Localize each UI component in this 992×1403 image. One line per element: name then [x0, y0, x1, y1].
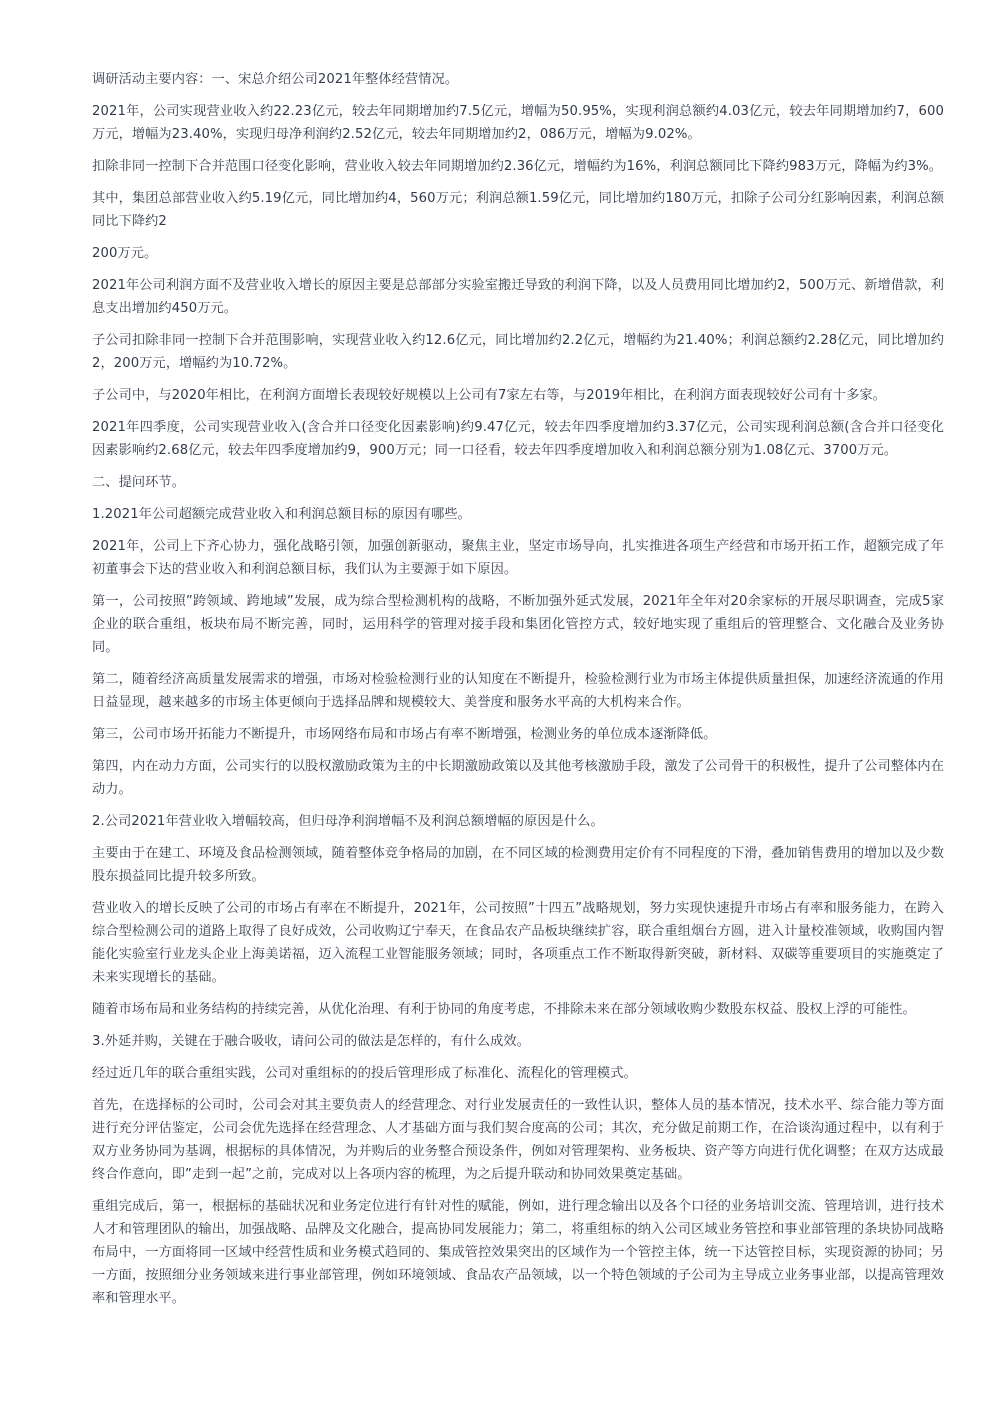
answer-3-after: 重组完成后，第一，根据标的基础状况和业务定位进行有针对性的赋能，例如，进行理念输出以及各个口径的业务培训交流、管理培训，进行技术人才和管理团队的输出，加强战略、品牌及文化融合，提高协同发展能力；第二，将重组标的纳入公司区域业务管控和事业部管理的条块协同战略布局中，一方面将同一区域中经营性质和业务模式趋同的、集成管控效果突出的区域作为一个管控主体，统一下达管控目标，实现资源的协同；另一方面，按照细分业务领域来进行事业部管理，例如环境领域、食品农产品领域，以一个特色领域的子公司为主导成立业务事业部，以提高管理效率和管理水平。	[92, 1199, 944, 1306]
paragraph-q4: 2021年四季度，公司实现营业收入(含合并口径变化因素影响)约9.47亿元，较去年四季度增加约3.37亿元，公司实现利润总额(含合并口径变化因素影响约2.68亿元，较去年四季度增加约9，900万元；同一口径看，较去年四季度增加收入和利润总额分别为1.08亿元、3700万元。	[92, 420, 944, 458]
question-2: 2.公司2021年营业收入增幅较高，但归母净利润增幅不及利润总额增幅的原因是什么。	[92, 814, 604, 829]
paragraph-intro: 调研活动主要内容：一、宋总介绍公司2021年整体经营情况。	[92, 72, 459, 87]
paragraph-excluding-consolidation: 扣除非同一控制下合并范围口径变化影响，营业收入较去年同期增加约2.36亿元，增幅约为16%，利润总额同比下降约983万元，降幅为约3%。	[92, 159, 943, 174]
answer-1-second: 第二，随着经济高质量发展需求的增强，市场对检验检测行业的认知度在不断提升，检验检测行业为市场主体提供质量担保，加速经济流通的作用日益显现，越来越多的市场主体更倾向于选择品牌和规模较大、美誉度和服务水平高的大机构来合作。	[92, 672, 944, 710]
paragraph-group-hq: 其中，集团总部营业收入约5.19亿元，同比增加约4，560万元；利润总额1.59亿元，同比增加约180万元，扣除子公司分红影响因素，利润总额同比下降约2	[92, 191, 944, 229]
answer-2-outlook: 随着市场布局和业务结构的持续完善，从优化治理、有利于协同的角度考虑，不排除未来在部分领域收购少数股东权益、股权上浮的可能性。	[92, 1002, 916, 1017]
section-heading-qa: 二、提问环节。	[92, 475, 186, 490]
answer-3-before: 首先，在选择标的公司时，公司会对其主要负责人的经营理念、对行业发展责任的一致性认识，整体人员的基本情况，技术水平、综合能力等方面进行充分评估鉴定，公司会优先选择在经营理念、人才基础方面与我们契合度高的公司；其次，充分做足前期工作，在洽谈沟通过程中，以有利于双方业务协同为基调，根据标的具体情况，为并购后的业务整合预设条件，例如对管理架构、业务板块、资产等方向进行优化调整；在双方达成最终合作意向，即”走到一起”之前，完成对以上各项内容的梳理，为之后提升联动和协同效果奠定基础。	[92, 1098, 944, 1182]
answer-2-main: 主要由于在建工、环境及食品检测领域，随着整体竞争格局的加剧，在不同区域的检测费用定价有不同程度的下滑，叠加销售费用的增加以及少数股东损益同比提升较多所致。	[92, 846, 944, 884]
question-1: 1.2021年公司超额完成营业收入和利润总额目标的原因有哪些。	[92, 507, 471, 522]
answer-1-first: 第一，公司按照”跨领域、跨地域”发展，成为综合型检测机构的战略，不断加强外延式发展，2021年全年对20余家标的开展尽职调查，完成5家企业的联合重组，板块布局不断完善，同时，运用科学的管理对接手段和集团化管控方式，较好地实现了重组后的管理整合、文化融合及业务协同。	[92, 594, 944, 655]
answer-1-third: 第三，公司市场开拓能力不断提升，市场网络布局和市场占有率不断增强，检测业务的单位成本逐渐降低。	[92, 727, 717, 742]
paragraph-2021-results: 2021年，公司实现营业收入约22.23亿元，较去年同期增加约7.5亿元，增幅为50.95%，实现利润总额约4.03亿元，较去年同期增加约7，600万元，增幅为23.40%，实现归母净利润约2.52亿元，较去年同期增加约2，086万元，增幅为9.02%。	[92, 104, 944, 142]
paragraph-subsidiaries-comparison: 子公司中，与2020年相比，在利润方面增长表现较好规模以上公司有7家左右等，与2019年相比，在利润方面表现较好公司有十多家。	[92, 388, 886, 403]
answer-3-intro: 经过近几年的联合重组实践，公司对重组标的的投后管理形成了标准化、流程化的管理模式。	[92, 1066, 637, 1081]
paragraph-profit-reason: 2021年公司利润方面不及营业收入增长的原因主要是总部部分实验室搬迁导致的利润下降，以及人员费用同比增加约2，500万元、新增借款，利息支出增加约450万元。	[92, 278, 944, 316]
document-body	[92, 68, 944, 1319]
answer-1-fourth: 第四，内在动力方面，公司实行的以股权激励政策为主的中长期激励政策以及其他考核激励手段，激发了公司骨干的积极性，提升了公司整体内在动力。	[92, 759, 944, 797]
paragraph-group-hq-continued: 200万元。	[92, 246, 158, 261]
answer-1-intro: 2021年，公司上下齐心协力，强化战略引领，加强创新驱动，聚焦主业，坚定市场导向，扎实推进各项生产经营和市场开拓工作，超额完成了年初董事会下达的营业收入和利润总额目标，我们认为主要源于如下原因。	[92, 539, 944, 577]
answer-2-growth: 营业收入的增长反映了公司的市场占有率在不断提升，2021年，公司按照”十四五”战略规划，努力实现快速提升市场占有率和服务能力，在跨入综合型检测公司的道路上取得了良好成效，公司收购辽宁奉天，在食品农产品板块继续扩容，联合重组烟台方圆，进入计量校准领域，收购国内智能化实验室行业龙头企业上海美诺福，迈入流程工业智能服务领域；同时，各项重点工作不断取得新突破，新材料、双碳等重要项目的实施奠定了未来实现增长的基础。	[92, 901, 944, 985]
paragraph-subsidiaries: 子公司扣除非同一控制下合并范围影响，实现营业收入约12.6亿元，同比增加约2.2亿元，增幅约为21.40%；利润总额约2.28亿元，同比增加约2，200万元，增幅约为10.72%。	[92, 333, 944, 371]
question-3: 3.外延并购，关键在于融合吸收，请问公司的做法是怎样的，有什么成效。	[92, 1034, 530, 1049]
